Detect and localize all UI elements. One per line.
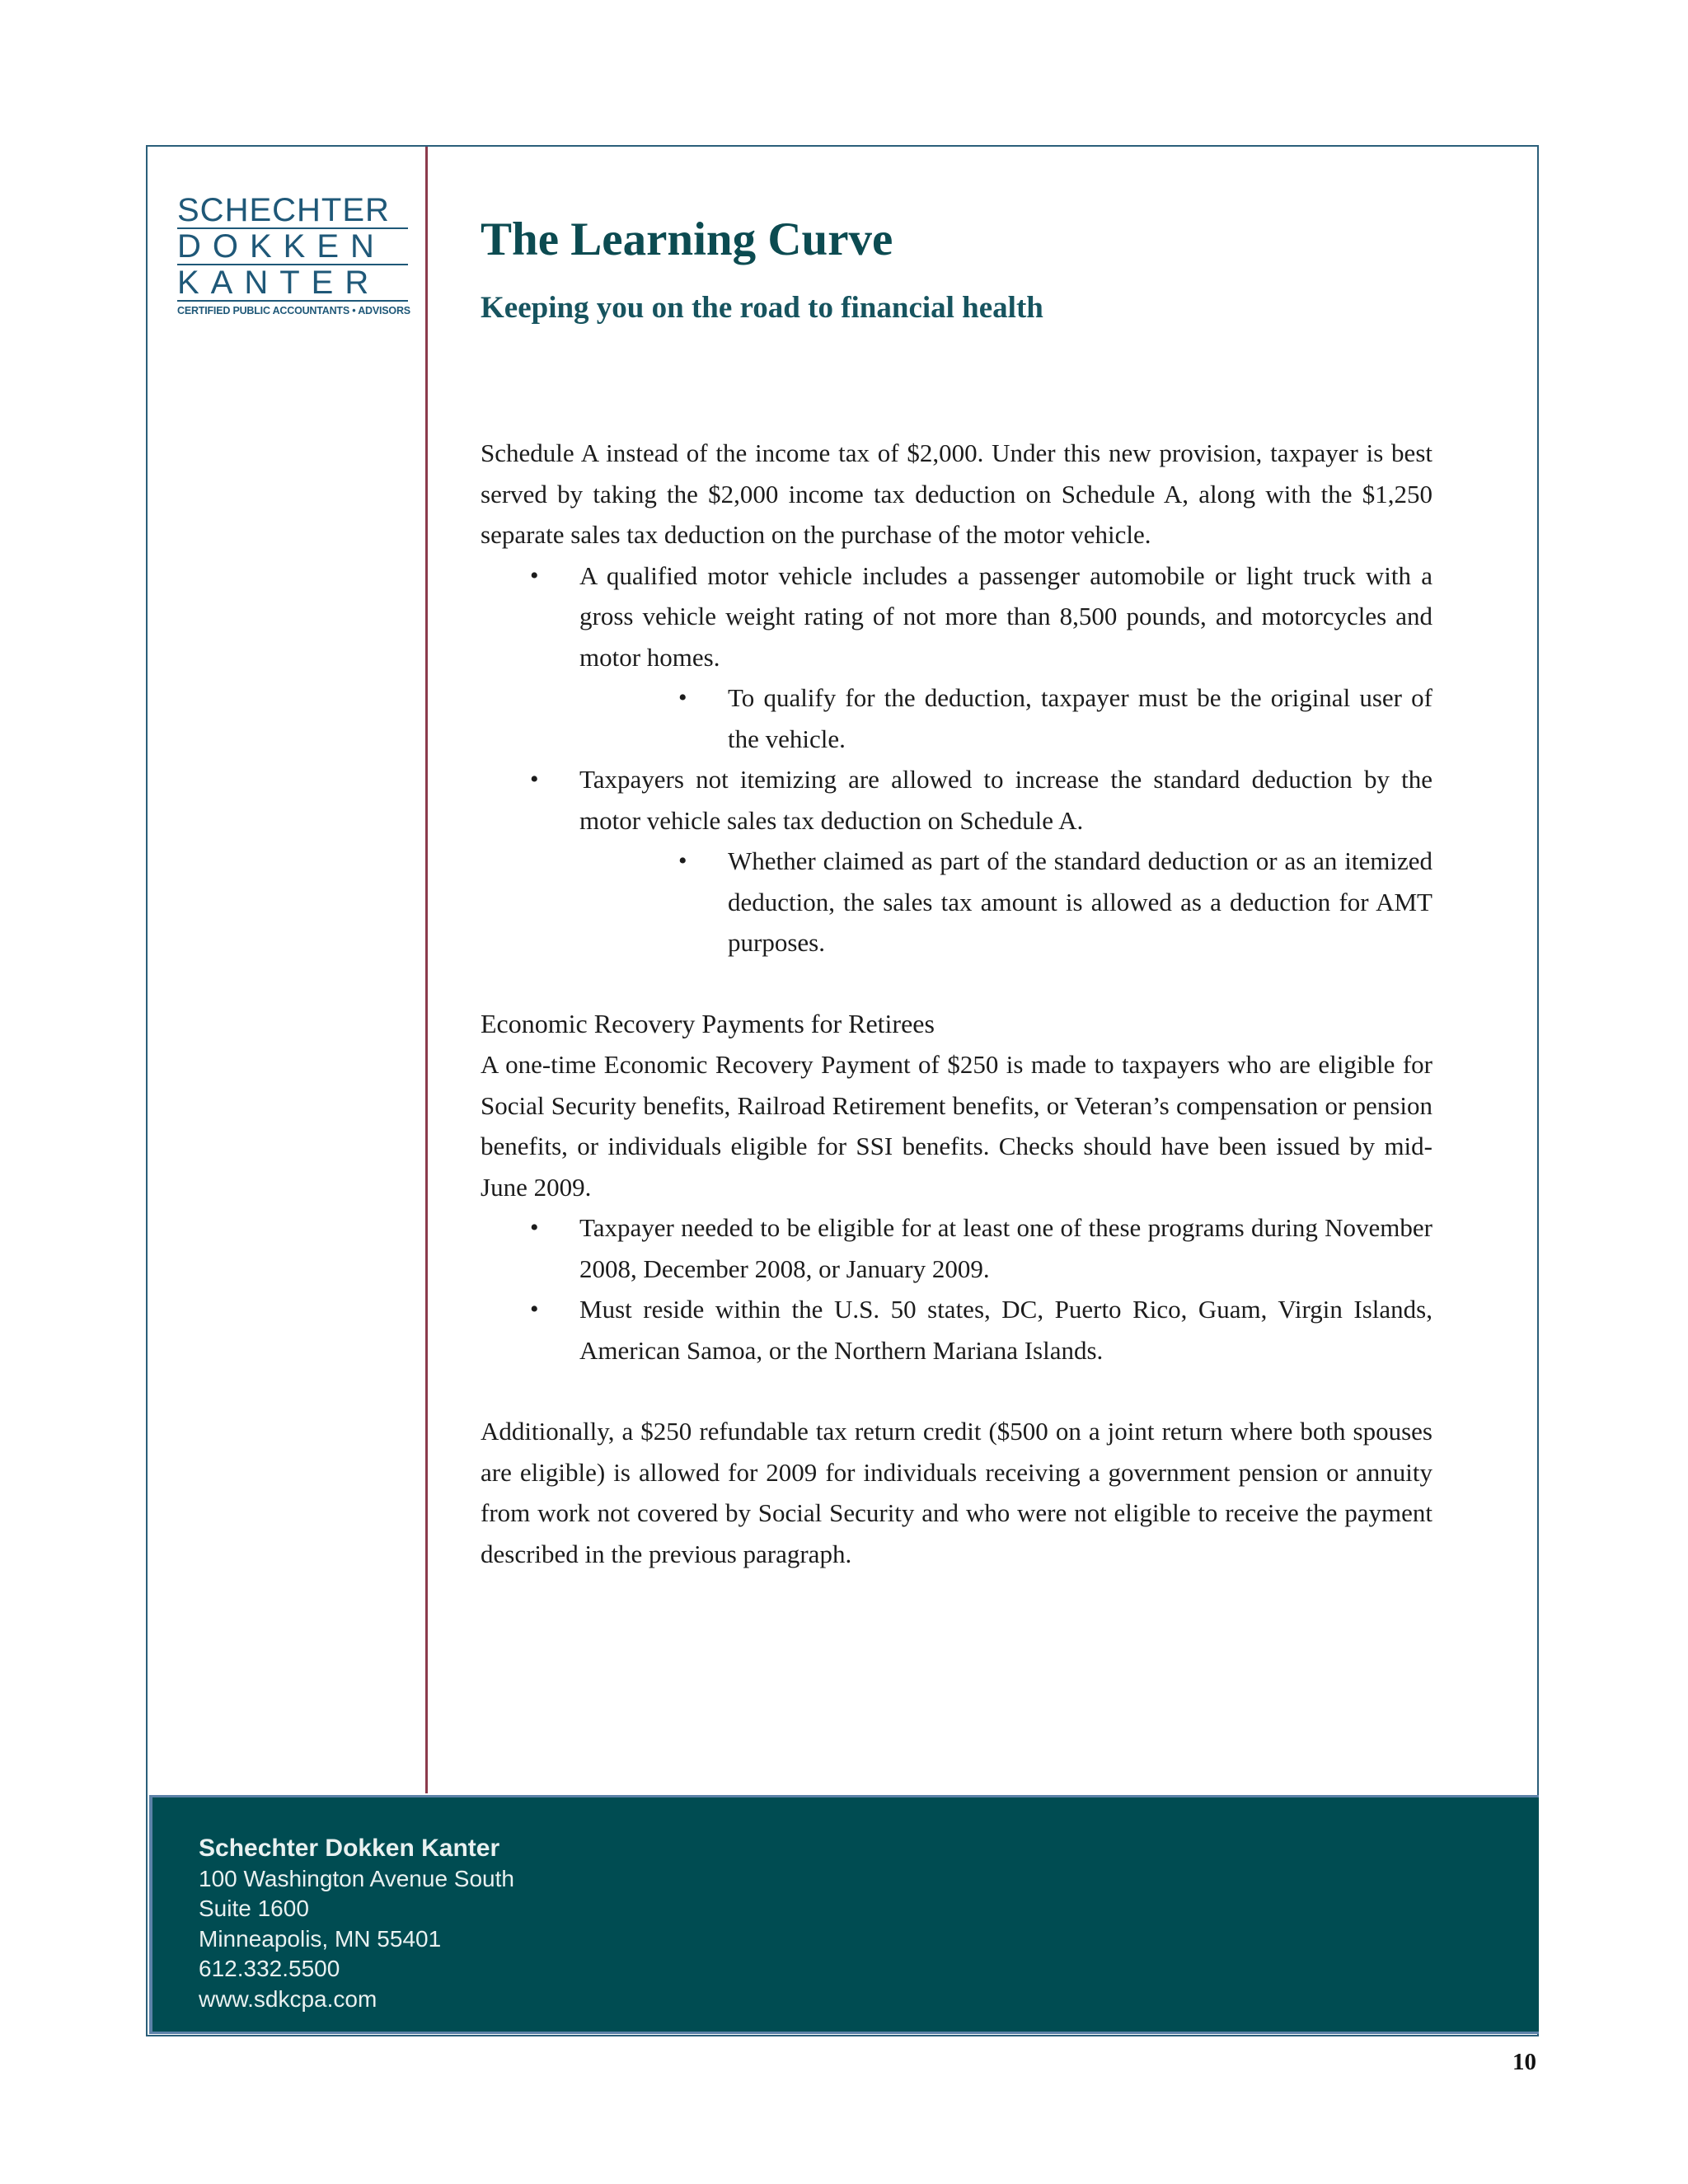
firm-logo [177,193,408,316]
list-item-text: A qualified motor vehicle includes a passenger automobile or light truck with a gross vehicle weight rating of not more than 8,500 pounds, and motorcycles and motor homes. [579,560,1432,672]
section-heading: Economic Recovery Payments for Retirees [481,1008,935,1038]
footer-firm-name: Schechter Dokken Kanter [199,1835,500,1862]
list-item [530,1289,1432,1371]
footer-website-link[interactable]: www.sdkcpa.com [199,1985,377,2012]
footer-city: Minneapolis, MN 55401 [199,1925,442,1952]
logo-tagline: CERTIFIED PUBLIC ACCOUNTANTS • ADVISORS [177,305,410,316]
list-item-text: Taxpayers not itemizing are allowed to increase the standard deduction by the motor vehicle sales tax deduction on Schedule A. [579,765,1432,835]
contact-block [199,1834,514,2014]
sub-list-item [678,677,1432,759]
bullet-icon: • [530,1296,539,1323]
article-body [481,433,1432,1574]
list-item-text: Taxpayer needed to be eligible for at least one of these programs during November 2008, December 2008, or January 2009. [579,1213,1432,1283]
logo-line-1: SCHECHTER [177,193,408,229]
footer-address-line-2: Suite 1600 [199,1896,309,1921]
contact-footer [149,1795,1539,2034]
bullet-icon: • [530,1214,539,1241]
footer-phone: 612.332.5500 [199,1956,340,1981]
list-item-text: To qualify for the deduction, taxpayer must be the original user of the vehicle. [728,683,1432,753]
footer-address-line-1: 100 Washington Avenue South [199,1865,514,1891]
list-item [530,555,1432,678]
newsletter-title: The Learning Curve [481,213,893,265]
intro-paragraph: Schedule A instead of the income tax of $2,000. Under this new provision, taxpayer is best served by taking the $2,000 income tax deduction on Schedule A, along with the $1,250 separate sales tax deduction on the purchase of the motor vehicle. [481,438,1432,549]
bullet-icon: • [678,684,687,711]
logo-line-2: DOKKEN [177,229,408,265]
closing-paragraph: Additionally, a $250 refundable tax return credit ($500 on a joint return where both spouses are eligible) is allowed for 2009 for individuals receiving a government pension or annuity from work not covered by Social Security and who were not eligible to receive the payment described in the previous paragraph. [481,1417,1432,1568]
list-item [530,1207,1432,1289]
bullet-icon: • [678,847,687,874]
sub-list-item [678,841,1432,963]
newsletter-subtitle: Keeping you on the road to financial health [481,291,1043,325]
list-item-text: Must reside within the U.S. 50 states, DC, Puerto Rico, Guam, Virgin Islands, American Samoa, or the Northern Mariana Islands. [579,1295,1432,1365]
vertical-divider [425,147,428,1793]
section-paragraph: A one-time Economic Recovery Payment of $250 is made to taxpayers who are eligible for Social Security benefits, Railroad Retirement benefits, or Veteran’s compensation or pension benefits, or individuals eligible for SSI benefits. Checks should have been issued by mid-June 2009. [481,1050,1432,1202]
bullet-icon: • [530,561,539,589]
bullet-icon: • [530,766,539,793]
logo-line-3: KANTER [177,265,408,302]
list-item-text: Whether claimed as part of the standard deduction or as an itemized deduction, the sales tax amount is allowed as a deduction for AMT purposes. [728,846,1432,957]
page-number: 10 [1512,2049,1536,2075]
list-item [530,759,1432,841]
